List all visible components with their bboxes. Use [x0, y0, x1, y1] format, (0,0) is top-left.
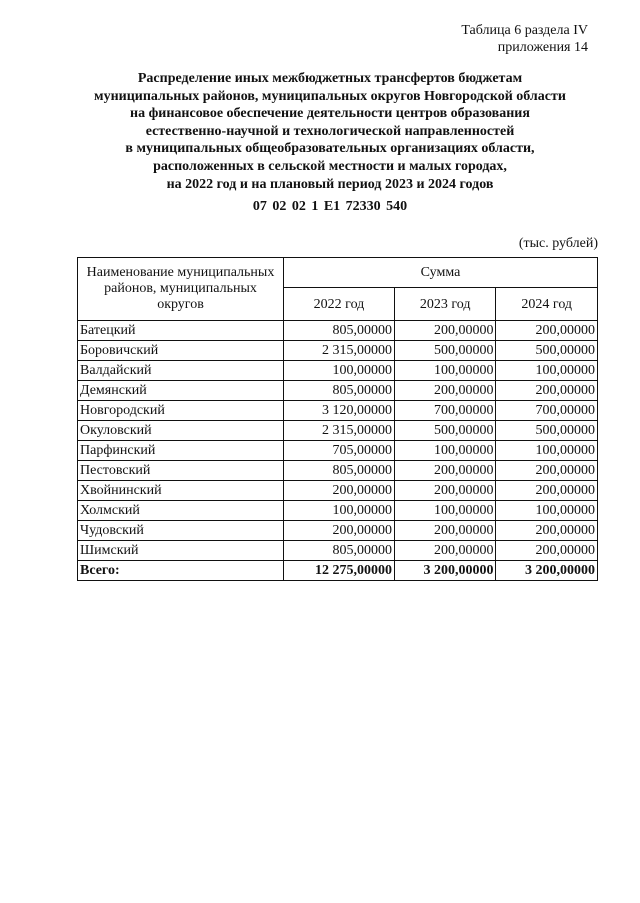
- column-header-sum: Сумма: [284, 258, 598, 288]
- title-line: в муниципальных общеобразовательных организациях области,: [125, 141, 535, 157]
- table-row: [78, 541, 598, 561]
- table-row: [78, 381, 598, 401]
- amount-2023: 100,00000: [394, 501, 496, 521]
- district-name: Батецкий: [78, 321, 284, 341]
- title-line: Распределение иных межбюджетных трансфертов бюджетам: [137, 71, 523, 86]
- district-name: Валдайский: [78, 361, 284, 381]
- amount-2023: 500,00000: [394, 421, 496, 441]
- district-name: Новгородский: [78, 401, 284, 421]
- amount-2022: 2 315,00000: [284, 421, 395, 441]
- amount-2024: 100,00000: [496, 361, 598, 381]
- amount-2022: 100,00000: [284, 501, 395, 521]
- amount-2022: 2 315,00000: [284, 341, 395, 361]
- district-name: Чудовский: [78, 521, 284, 541]
- amount-2024: 100,00000: [496, 501, 598, 521]
- table-header-row: [78, 258, 598, 288]
- amount-2024: 200,00000: [496, 321, 598, 341]
- amount-2023: 200,00000: [394, 461, 496, 481]
- column-header-2024: 2024 год: [496, 288, 598, 321]
- table-row: [78, 521, 598, 541]
- column-header-2023: 2023 год: [394, 288, 496, 321]
- column-header-name: Наименование муниципальных районов, муниципальных округов: [78, 258, 284, 321]
- amount-2022: 200,00000: [284, 521, 395, 541]
- table-row: [78, 461, 598, 481]
- title-line: естественно-научной и технологической направленностей: [145, 123, 515, 139]
- amount-2024: 200,00000: [496, 461, 598, 481]
- table-total-row: [78, 561, 598, 581]
- amount-2022: 100,00000: [284, 361, 395, 381]
- table-reference-line-2: приложения 14: [497, 40, 588, 55]
- title-line: на 2022 год и на плановый период 2023 и 2024 годов: [166, 176, 494, 192]
- table-row: [78, 361, 598, 381]
- table-row: [78, 481, 598, 501]
- district-name: Демянский: [78, 381, 284, 401]
- total-label: Всего:: [78, 561, 284, 581]
- district-name: Хвойнинский: [78, 481, 284, 501]
- amount-2022: 805,00000: [284, 381, 395, 401]
- amount-2024: 200,00000: [496, 381, 598, 401]
- amount-2023: 100,00000: [394, 441, 496, 461]
- amount-2024: 500,00000: [496, 421, 598, 441]
- amount-2023: 200,00000: [394, 321, 496, 341]
- amount-2024: 500,00000: [496, 341, 598, 361]
- district-name: Окуловский: [78, 421, 284, 441]
- amount-2024: 200,00000: [496, 521, 598, 541]
- column-header-2022: 2022 год: [284, 288, 395, 321]
- amount-2024: 700,00000: [496, 401, 598, 421]
- amount-2023: 200,00000: [394, 521, 496, 541]
- table-row: [78, 501, 598, 521]
- table-row: [78, 441, 598, 461]
- amount-2023: 200,00000: [394, 481, 496, 501]
- budget-classification-code: 07 02 02 1 E1 72330 540: [252, 199, 408, 214]
- units-label: (тыс. рублей): [518, 236, 598, 251]
- total-2023: 3 200,00000: [394, 561, 496, 581]
- total-2024: 3 200,00000: [496, 561, 598, 581]
- table-row: [78, 321, 598, 341]
- amount-2023: 200,00000: [394, 381, 496, 401]
- district-name: Холмский: [78, 501, 284, 521]
- total-2022: 12 275,00000: [284, 561, 395, 581]
- title-line: расположенных в сельской местности и малых городах,: [153, 158, 507, 174]
- amount-2023: 700,00000: [394, 401, 496, 421]
- amount-2023: 500,00000: [394, 341, 496, 361]
- amount-2022: 805,00000: [284, 461, 395, 481]
- district-name: Парфинский: [78, 441, 284, 461]
- amount-2022: 705,00000: [284, 441, 395, 461]
- distribution-table: [77, 257, 598, 581]
- amount-2022: 200,00000: [284, 481, 395, 501]
- amount-2022: 3 120,00000: [284, 401, 395, 421]
- amount-2024: 100,00000: [496, 441, 598, 461]
- amount-2023: 100,00000: [394, 361, 496, 381]
- title-line: муниципальных районов, муниципальных округов Новгородской области: [94, 88, 566, 104]
- table-row: [78, 401, 598, 421]
- amount-2024: 200,00000: [496, 481, 598, 501]
- district-name: Пестовский: [78, 461, 284, 481]
- district-name: Боровичский: [78, 341, 284, 361]
- district-name: Шимский: [78, 541, 284, 561]
- amount-2023: 200,00000: [394, 541, 496, 561]
- table-reference: [461, 22, 588, 56]
- title-line: на финансовое обеспечение деятельности центров образования: [130, 106, 530, 122]
- table-row: [78, 341, 598, 361]
- amount-2024: 200,00000: [496, 541, 598, 561]
- table-row: [78, 421, 598, 441]
- amount-2022: 805,00000: [284, 541, 395, 561]
- table-reference-line-1: Таблица 6 раздела IV: [461, 23, 588, 38]
- amount-2022: 805,00000: [284, 321, 395, 341]
- document-title: [60, 70, 600, 193]
